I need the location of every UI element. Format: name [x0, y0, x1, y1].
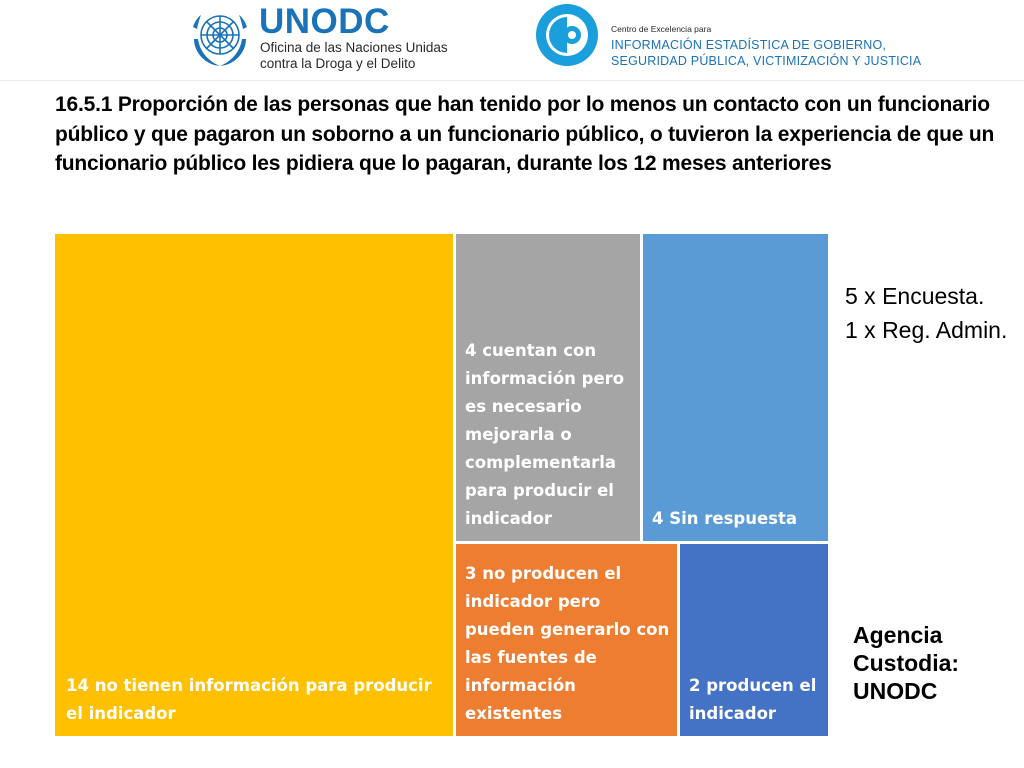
unodc-subtitle-line1: Oficina de las Naciones Unidas: [260, 40, 448, 55]
treemap-cell-no-response-label: 4 Sin respuesta: [652, 509, 797, 528]
centro-line1: INFORMACIÓN ESTADÍSTICA DE GOBIERNO,: [611, 38, 887, 52]
treemap-cell-can-generate-label: 3 no producen el indicador pero pueden generarlo con las fuentes de información existentes: [465, 564, 670, 723]
sources-note-line2: 1 x Reg. Admin.: [845, 317, 1008, 343]
treemap-cell-produce: [680, 544, 828, 736]
custodian-agency-note: [853, 621, 959, 705]
treemap-cell-needs-improvement-label: 4 cuentan con información pero es necesario mejorarla o complementarla para producir el indicador: [465, 341, 625, 528]
centro-line2: SEGURIDAD PÚBLICA, VICTIMIZACIÓN Y JUSTICIA: [611, 54, 922, 68]
agency-line2: Custodia:: [853, 650, 960, 676]
treemap-cell-needs-improvement: [456, 234, 640, 541]
sources-note-line1: 5 x Encuesta.: [845, 283, 985, 309]
treemap-cell-produce-label: 2 producen el indicador: [689, 676, 817, 723]
unodc-logo-text: UNODC: [259, 2, 390, 41]
unodc-subtitle-line2: contra la Droga y el Delito: [260, 56, 416, 71]
treemap-cell-no-response: [643, 234, 828, 541]
treemap-cell-can-generate: [456, 544, 677, 736]
treemap-cell-no-info: [55, 234, 453, 736]
agency-line3: UNODC: [853, 678, 938, 704]
agency-line1: Agencia: [853, 622, 943, 648]
centro-small-text: Centro de Excelencia para: [611, 24, 712, 34]
slide-title: 16.5.1 Proporción de las personas que han tenido por lo menos un contacto con un funcionario público y que pagaron un soborno a un funcionario público, o tuvieron la experiencia de que un funcionario público les pidiera que lo pagaran, durante los 12 meses anteriores: [55, 93, 995, 175]
treemap-cell-no-info-label: 14 no tienen información para producir el indicador: [66, 676, 432, 723]
